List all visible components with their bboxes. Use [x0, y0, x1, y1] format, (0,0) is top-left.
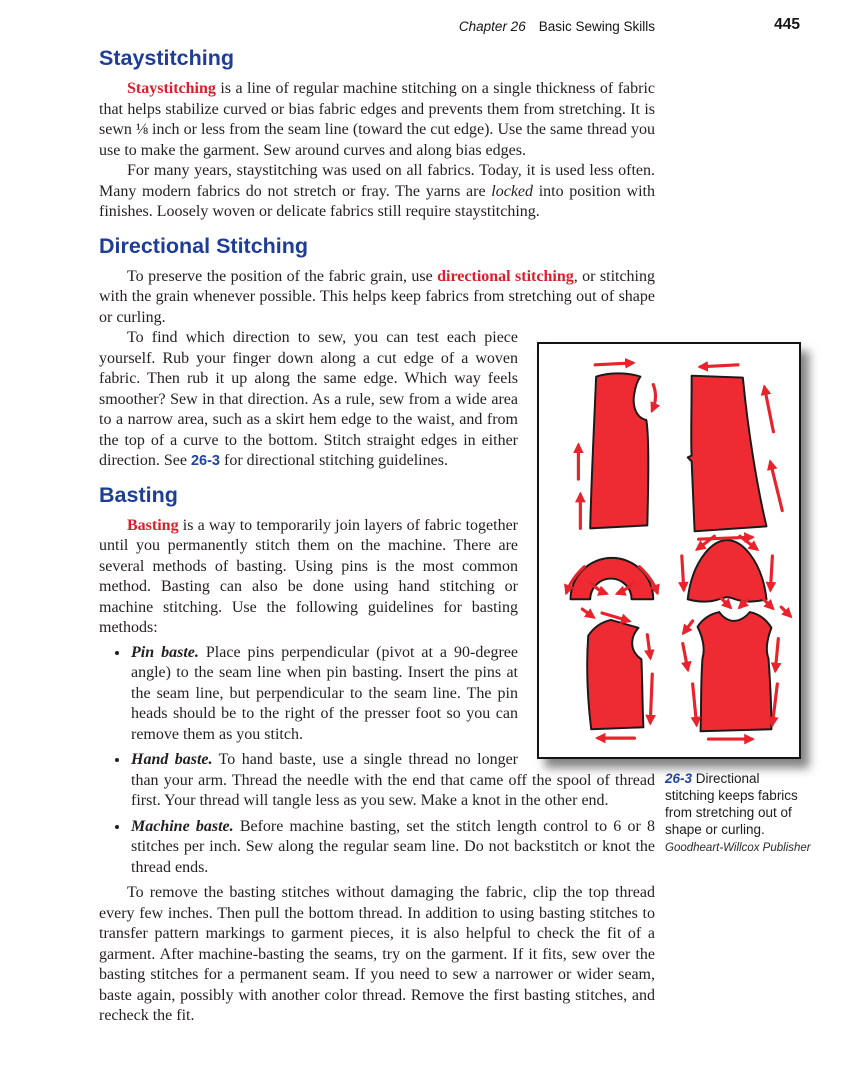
paragraph-staystitching-1: [99, 79, 655, 161]
skirt-panel-shape: [688, 376, 767, 532]
figure-reference-link: 26-3: [190, 453, 220, 469]
bullet-term: Hand baste.: [131, 751, 213, 768]
paragraph-text: is a way to temporarily join layers of fabric together until you permanently stitch them on the machine. There are several methods of basting. Using pins is the most common method. Basting can also be done using hand stitching or machine stitching. Use the following guidelines for basting methods:: [99, 516, 518, 636]
running-header: [459, 19, 655, 34]
book-section-title: Basic Sewing Skills: [538, 19, 655, 34]
paragraph-text: into position with finishes. Loosely woven or delicate fabrics still require staystitching.: [99, 182, 655, 220]
section-heading-basting: Basting: [99, 482, 178, 507]
emphasized-word: locked: [491, 182, 534, 200]
paragraph-staystitching-2: [99, 161, 655, 223]
figure-caption: [665, 770, 811, 855]
figure-credit: Goodheart-Willcox Publisher: [665, 842, 811, 854]
bodice-back-shape: [698, 612, 772, 731]
section-heading-directional-stitching: Directional Stitching: [99, 233, 309, 258]
key-term-staystitching: Staystitching: [127, 80, 216, 97]
list-item-machine-baste: [130, 817, 655, 879]
paragraph-directional-1: [99, 267, 655, 329]
bullet-text: Before machine basting, set the stitch length control to 6 or 8 stitches per inch. Sew along the regular seam line. Do not backstitch or knot the thread ends.: [131, 817, 655, 876]
bullet-text: To hand baste, use a single thread no longer than your arm. Thread the needle with the end that came off the spool of thread first. Your thread will tangle less as you sew. Make a knot in the other end.: [131, 751, 655, 809]
bodice-front-shape: [587, 620, 643, 729]
paragraph-text: for directional stitching guidelines.: [220, 452, 448, 469]
bullet-text: Place pins perpendicular (pivot at a 90-degree angle) to the seam line when pin basting. Insert the pins at the seam line, but perpendicular to the seam line. The pin heads should be to the right of the presser foot so you can remove them as you stitch.: [131, 643, 518, 743]
pant-panel-shape: [590, 373, 648, 528]
key-term-directional-stitching: directional stitching: [437, 267, 574, 285]
paragraph-text: , or stitching with the grain whenever possible. This helps keep fabrics from stretching out of shape or curling.: [99, 267, 655, 326]
section-heading-staystitching: Staystitching: [99, 46, 234, 70]
page-number: 445: [774, 16, 800, 33]
collar-facing-shape: [571, 558, 654, 599]
figure-26-3-illustration: [539, 344, 799, 757]
figure-26-3-box: [537, 342, 801, 759]
key-term-basting: Basting: [127, 516, 179, 534]
paragraph-text: is a line of regular machine stitching on a single thickness of fabric that helps stabilize curved or bias fabric edges and prevents them from stretching. It is sewn ⅛ inch or less from the seam line (toward the cut edge). Use the same thread you use to make the garment. Sew around curves and along bias edges.: [99, 80, 655, 159]
bullet-term: Machine baste.: [131, 817, 234, 835]
chapter-label: Chapter 26: [458, 19, 526, 34]
paragraph-text: To find which direction to sew, you can test each piece yourself. Rub your finger down along a cut edge of a woven fabric. Then rub it up along the same edge. Which way feels smoother? Sew in that direction. As a rule, sew from a wide area to a narrow area, such as a skirt hem edge to the waist, and from the top of a curve to the bottom. Stitch straight edges in either direction. See: [99, 329, 518, 469]
paragraph-text: To preserve the position of the fabric grain, use: [127, 267, 438, 285]
figure-caption-text: Directional stitching keeps fabrics from stretching out of shape or curling.: [665, 771, 798, 837]
paragraph-basting-2: To remove the basting stitches without damaging the fabric, clip the top thread every few inches. Then pull the bottom thread. In addition to using basting stitches to transfer pattern markings to garment pieces, it is also helpful to check the fit of a garment. After machine-basting the seams, try on the garment. If it fits, sew over the basting stitches for a permanent seam. If you need to sew a narrower or wider seam, baste again, possibly with another color thread. Remove the first basting stitches, and recheck the fit.: [99, 884, 655, 1024]
paragraph-text: For many years, staystitching was used on all fabrics. Today, it is used less often. Many modern fabrics do not stretch or fray. The yarns are: [99, 162, 655, 200]
figure-label: 26-3: [665, 771, 693, 786]
bullet-term: Pin baste.: [131, 643, 199, 661]
